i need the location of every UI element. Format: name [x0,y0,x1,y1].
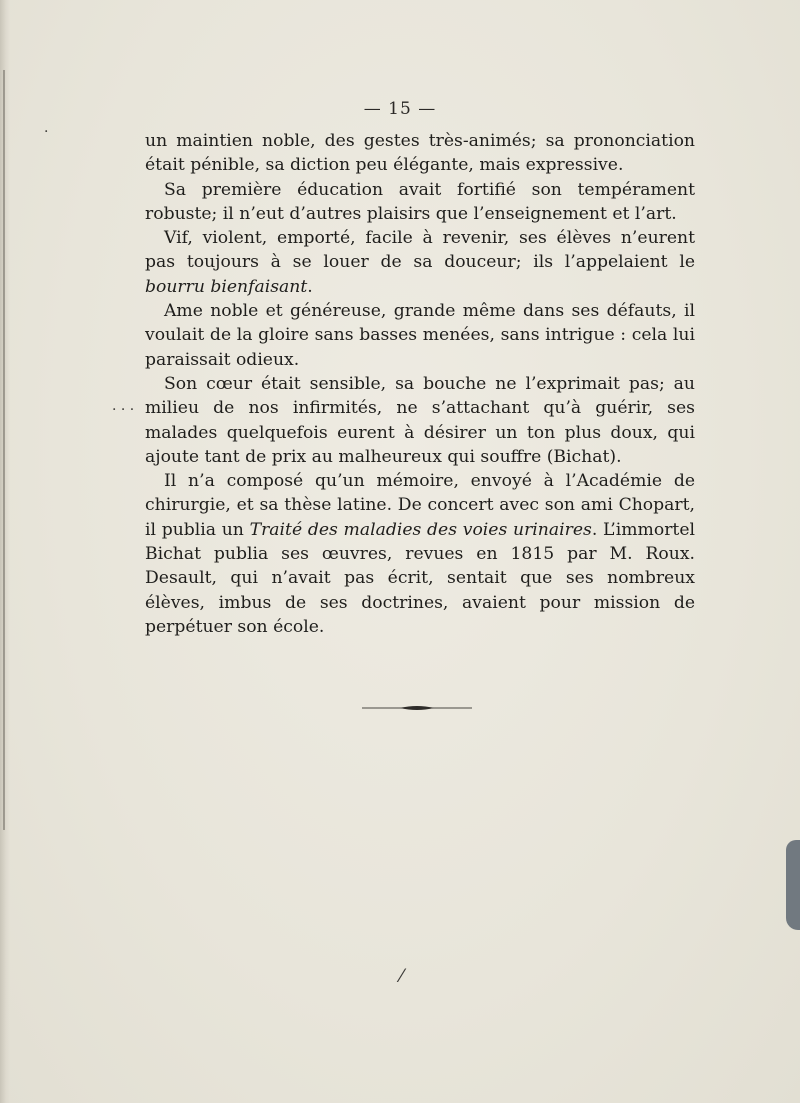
paragraph-1 [145,129,695,178]
paragraph-6-italic: Traité des maladies des voies urinaires [249,519,592,540]
paragraph-6 [145,469,695,639]
paragraph-6-text: Il n’a composé qu’un mémoire, envoyé à l’Académie de chirurgie, et sa thèse latine. De concert avec son ami Chopart, il publia un [145,471,695,540]
section-divider-ornament [362,703,472,713]
paragraph-5-text: Son cœur était sensible, sa bouche ne l’exprimait pas; au milieu de nos infirmités, ne s’attachant qu’à guérir, ses malades quelquefois eurent à désirer un ton plus doux, qui ajoute tant de prix au malheureux qui souffre (Bichat). [145,373,695,467]
page-binding-edge [0,0,10,1103]
paragraph-6-end: . L’immortel Bichat publia ses œuvres, revues en 1815 par M. Roux. Desault, qui n’avait pas écrit, sentait que ses nombreux élèves, imbus de ses doctrines, avaient pour mission de perpétuer son école. [145,519,695,637]
paragraph-3-italic: bourru bienfaisant [145,276,308,297]
margin-speck-top: · [44,124,49,140]
binding-shadow-line [3,70,5,830]
paragraph-4 [145,299,695,372]
paragraph-4-text: Ame noble et généreuse, grande même dans ses défauts, il voulait de la gloire sans basses menées, sans intrigue : cela lui paraissait odieux. [145,301,695,370]
paragraph-1-text: un maintien noble, des gestes très-animés; sa prononciation était pénible, sa diction peu élégante, mais expressive. [145,131,695,176]
page-edge-damage [786,840,800,930]
page-number: — 15 — [363,99,437,119]
paragraph-5 [145,372,695,469]
paragraph-2-text: Sa première éducation avait fortifié son tempérament robuste; il n’eut d’autres plaisirs que l’enseignement et l’art. [145,179,695,224]
paragraph-2 [145,178,695,227]
paragraph-3-end: . [307,276,313,297]
pencil-mark-icon: ⁄ [400,966,404,987]
paragraph-3 [145,226,695,299]
paragraph-3-text: Vif, violent, emporté, facile à revenir, ses élèves n’eurent pas toujours à se louer de sa douceur; ils l’appelaient le [145,228,695,273]
margin-speck-left: · · · [112,402,135,418]
body-text [145,129,695,639]
